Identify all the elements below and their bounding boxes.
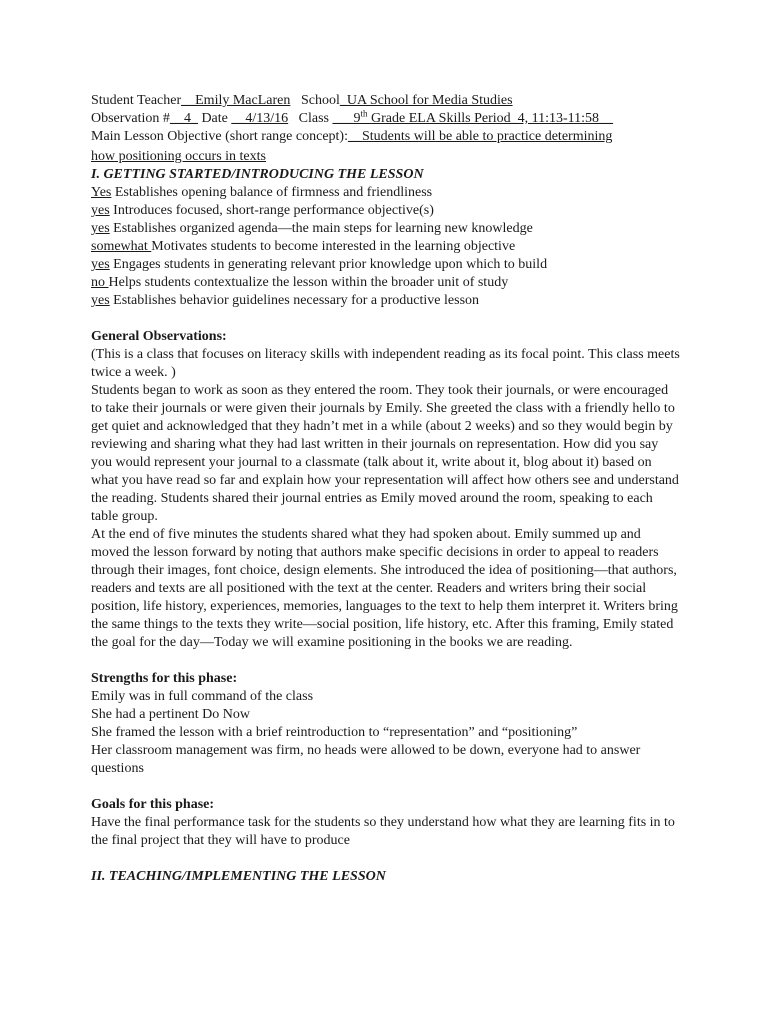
checklist-item <box>91 184 681 202</box>
checklist-text: Establishes behavior guidelines necessary for a productive lesson <box>109 293 480 308</box>
checklist-text: Introduces focused, short-range performance objective(s) <box>109 203 434 218</box>
general-observations-heading: General Observations: <box>91 329 227 344</box>
student-teacher-value: __Emily MacLaren <box>181 93 291 108</box>
class-label: Class <box>298 111 329 126</box>
class-value: ___9th Grade ELA Skills Period_4, 11:13-11:58__ <box>332 108 614 126</box>
checklist-text: Motivates students to become interested in the learning objective <box>151 239 516 254</box>
section-1-heading: I. GETTING STARTED/INTRODUCING THE LESSON <box>91 167 424 182</box>
checklist-text: Helps students contextualize the lesson within the broader unit of study <box>108 275 509 290</box>
checklist-mark: somewhat <box>91 239 152 254</box>
checklist-text: Establishes organized agenda—the main steps for learning new knowledge <box>109 221 533 236</box>
checklist-mark: yes <box>91 203 110 218</box>
goals-text: Have the final performance task for the students so they understand how what they are learning fits in to the final project that they will have to produce <box>91 815 675 848</box>
header-line-2 <box>91 110 681 128</box>
section-2-heading: II. TEACHING/IMPLEMENTING THE LESSON <box>91 869 386 884</box>
checklist-mark: yes <box>91 293 110 308</box>
checklist-mark: yes <box>91 221 110 236</box>
general-observations-paragraph-3: At the end of five minutes the students shared what they had spoken about. Emily summed up and moved the lesson forward by noting that authors make specific decisions in order to appeal to readers through their images, font choice, design elements. She introduced the idea of positioning—that authors, readers and texts are all positioned with the text at the center. Readers and writers bring their social position, life history, experiences, memories, languages to the text to help them interpret it. Writers bring the same things to the texts they write—social position, life history, etc. After this framing, Emily stated the goal for the day—Today we will examine positioning in the books we are reading. <box>91 527 678 650</box>
general-observations-paragraph-1: (This is a class that focuses on literacy skills with independent reading as its focal point. This class meets twice a week. ) <box>91 347 680 380</box>
checklist-item <box>91 256 681 274</box>
school-value: _UA School for Media Studies <box>339 93 513 108</box>
header-line-3 <box>91 128 681 146</box>
date-label: Date <box>201 111 228 126</box>
checklist-text: Establishes opening balance of firmness and friendliness <box>111 185 433 200</box>
checklist-item <box>91 238 681 256</box>
student-teacher-label: Student Teacher <box>91 93 182 108</box>
checklist-item <box>91 220 681 238</box>
checklist-mark: no <box>91 275 109 290</box>
checklist-item <box>91 202 681 220</box>
observation-value: __4_ <box>169 111 198 126</box>
school-label: School <box>301 93 340 108</box>
goals-heading: Goals for this phase: <box>91 797 215 812</box>
strength-item: Emily was in full command of the class <box>91 689 314 704</box>
strengths-heading: Strengths for this phase: <box>91 671 238 686</box>
strength-item: Her classroom management was firm, no heads were allowed to be down, everyone had to answer questions <box>91 743 641 776</box>
checklist-item <box>91 292 681 310</box>
header-line-1 <box>91 92 681 110</box>
checklist-mark: Yes <box>91 185 112 200</box>
checklist-mark: yes <box>91 257 110 272</box>
header-line-4 <box>91 148 681 166</box>
checklist-item <box>91 274 681 292</box>
objective-label: Main Lesson Objective (short range concept): <box>91 129 348 144</box>
document-body <box>91 92 681 886</box>
checklist-text: Engages students in generating relevant prior knowledge upon which to build <box>109 257 548 272</box>
strength-item: She framed the lesson with a brief reintroduction to “representation” and “positioning” <box>91 725 578 740</box>
checklist <box>91 184 681 310</box>
objective-value: __Students will be able to practice determining <box>347 129 613 144</box>
general-observations-paragraph-2: Students began to work as soon as they entered the room. They took their journals, or were encouraged to take their journals or were given their journals by Emily. She greeted the class with a friendly hello to get quiet and acknowledged that they hadn’t met in a while (about 2 weeks) and so they would begin by reviewing and sharing what they had last written in their journals on representation. How did you say you would represent your journal to a classmate (talk about it, write about it, blog about it) based on what you have read so far and explain how your representation will affect how others see and understand the reading. Students shared their journal entries as Emily moved around the room, speaking to each table group. <box>91 383 679 524</box>
strength-item: She had a pertinent Do Now <box>91 707 251 722</box>
observation-label: Observation # <box>91 111 170 126</box>
objective-value-continued: how positioning occurs in texts <box>91 149 266 164</box>
date-value: __4/13/16 <box>231 111 289 126</box>
